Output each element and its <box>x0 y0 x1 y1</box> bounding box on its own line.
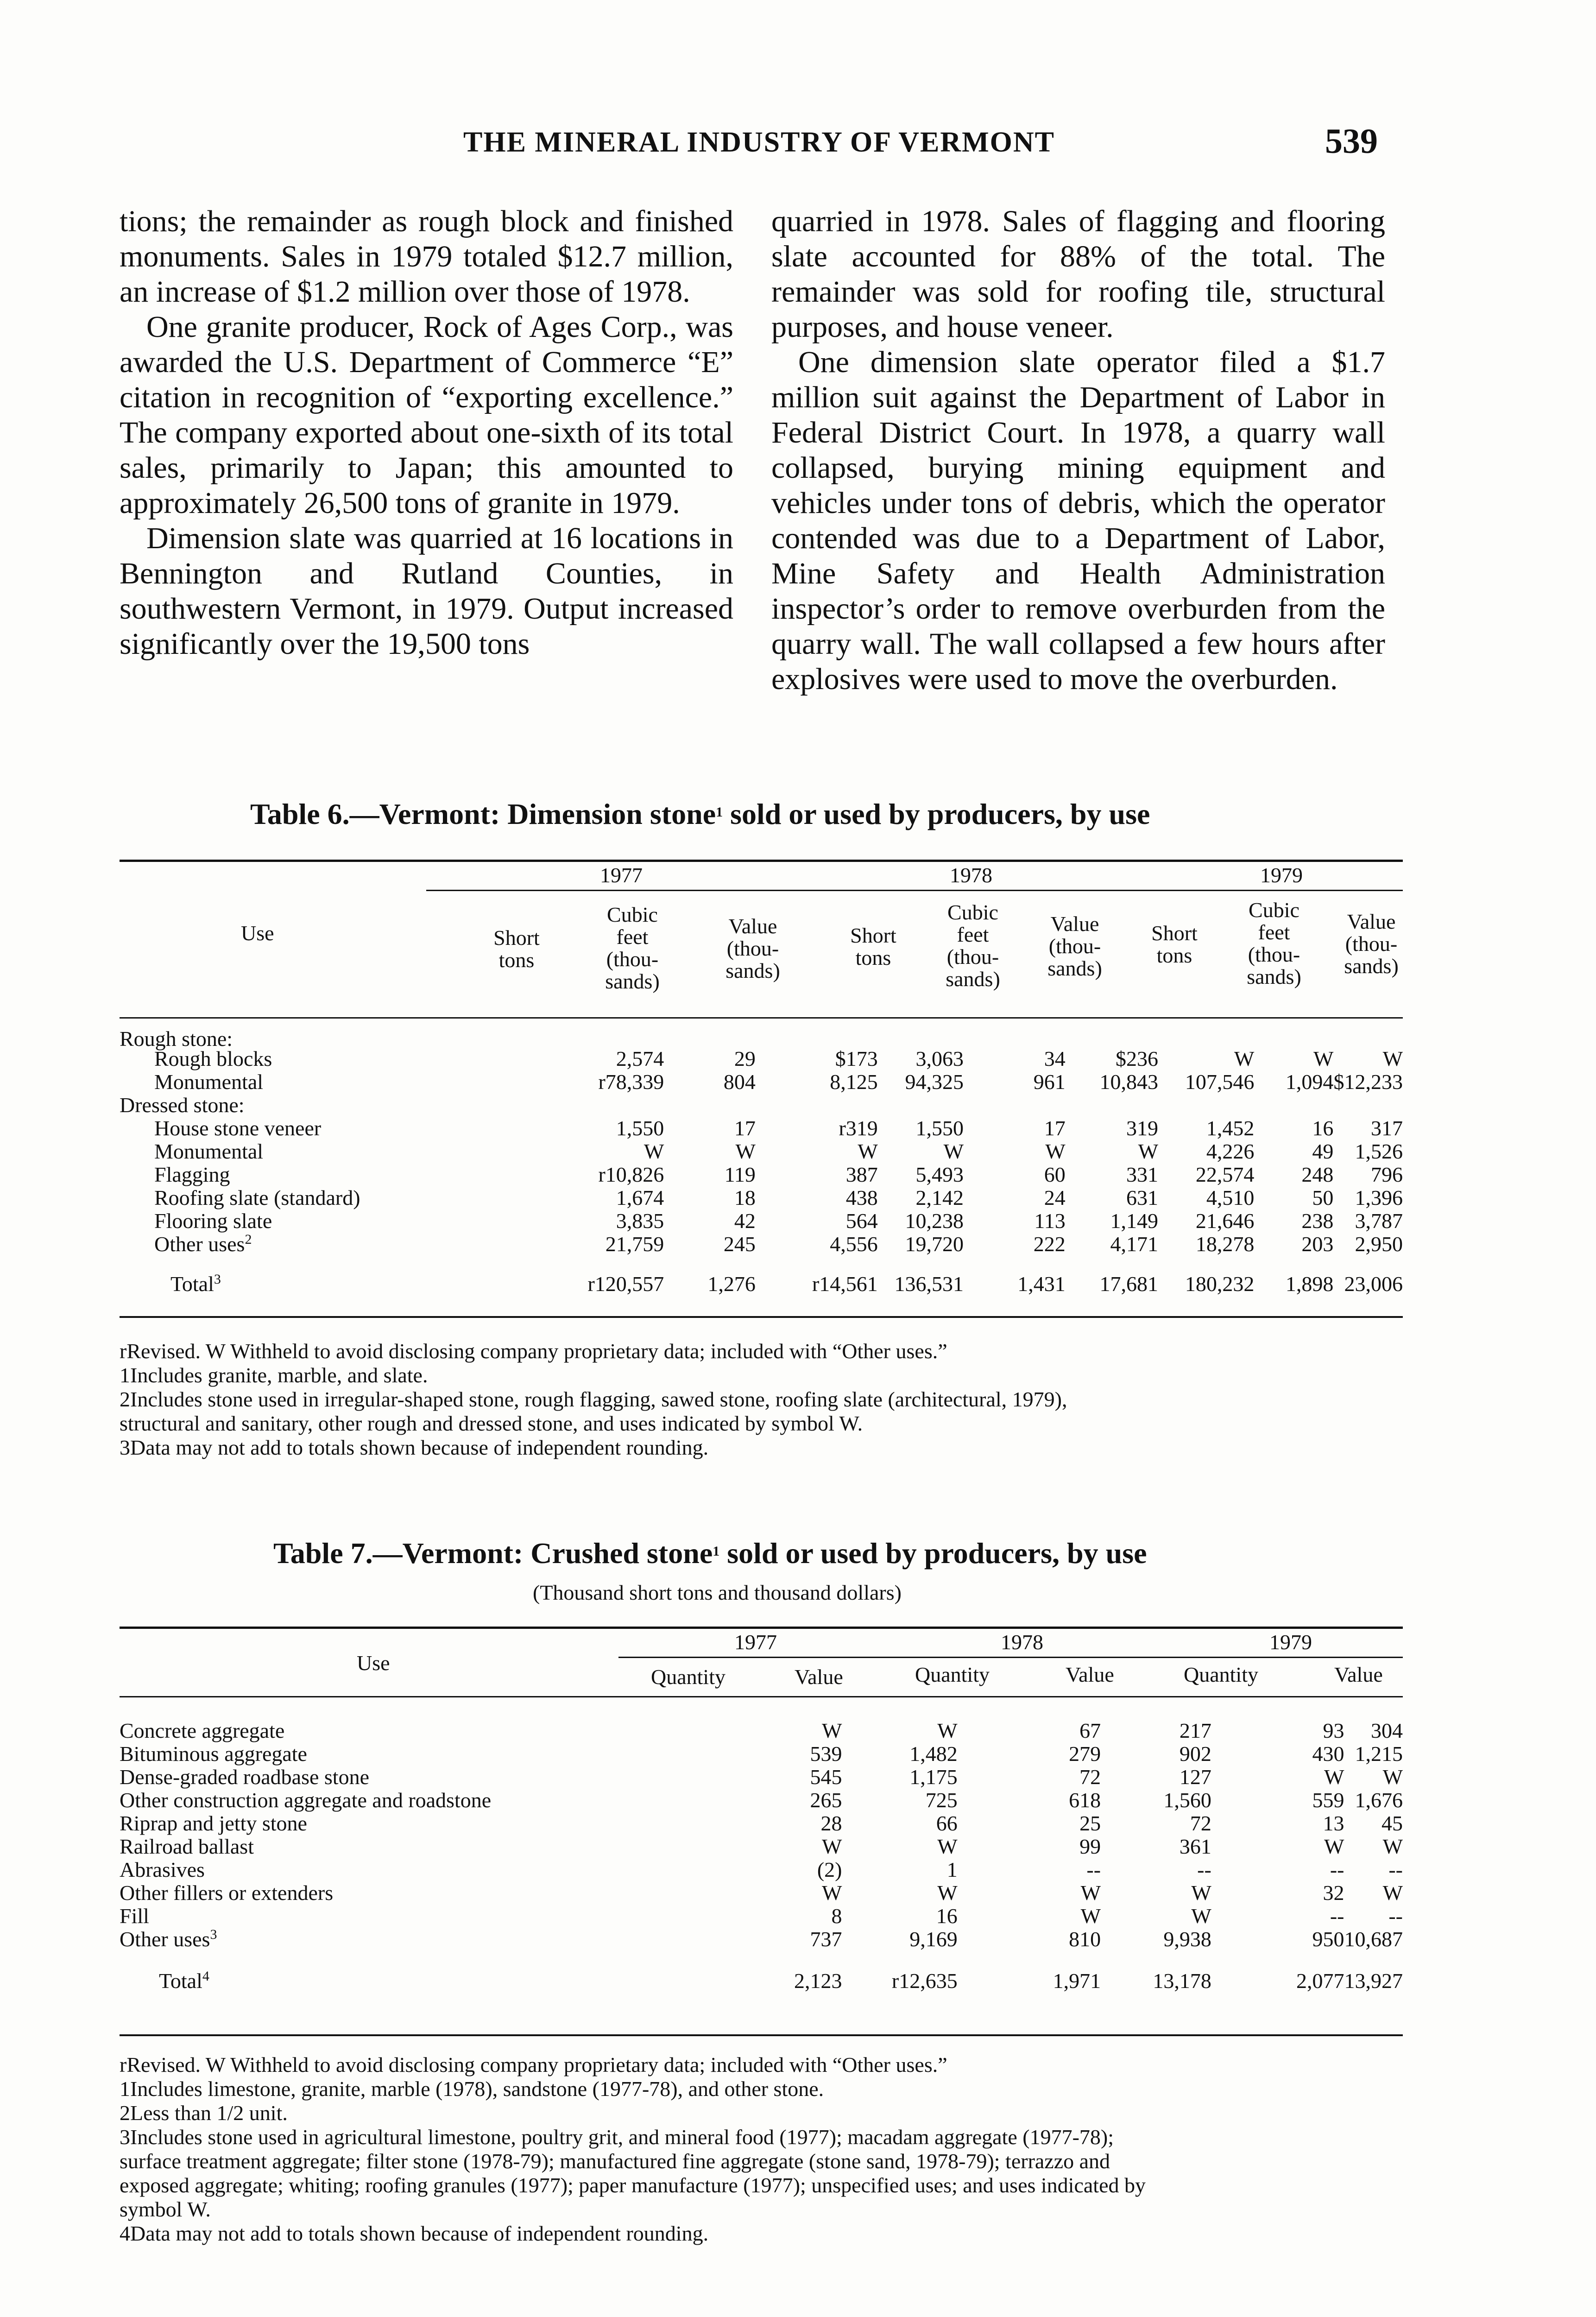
cell: 18 <box>734 1186 756 1209</box>
total-label-text: Total <box>159 1969 202 1993</box>
cell: W <box>1382 1765 1403 1789</box>
row-label: Other construction aggregate and roadstone <box>120 1788 492 1812</box>
table-row <box>120 1789 1403 1812</box>
cell: 1,560 <box>1163 1788 1211 1812</box>
cell: 21,759 <box>605 1232 664 1256</box>
cell: 804 <box>723 1070 756 1094</box>
cell: 4,171 <box>1110 1232 1158 1256</box>
row-label: Monumental <box>154 1140 264 1163</box>
cell: $12,233 <box>1333 1070 1403 1094</box>
cell: 361 <box>1179 1835 1211 1858</box>
cell: 21,646 <box>1195 1209 1255 1233</box>
cell: 2,950 <box>1355 1232 1403 1256</box>
cell: 387 <box>845 1163 878 1186</box>
table7-top-rule <box>120 1627 1403 1629</box>
footnote-ref: 2 <box>245 1232 252 1247</box>
cell: 23,006 <box>1344 1272 1403 1296</box>
table7-bottom-rule <box>120 2034 1403 2036</box>
paragraph: One granite producer, Rock of Ages Corp., was awarded the U.S. Department of Commerce “E” citation in recognition of “exporting excellence.” The company exported about one-sixth of its total sales, primarily to Japan; this amounted to approximately 26,500 tons of granite in 1979. <box>120 310 733 520</box>
row-label: Roofing slate (standard) <box>154 1186 360 1209</box>
table6-year-rule <box>426 890 1403 891</box>
table-row <box>120 1047 1403 1070</box>
table6-year-1977: 1977 <box>600 863 643 887</box>
cell: 2,077 <box>1296 1969 1344 1993</box>
table-row <box>120 1209 1403 1233</box>
cell: 1,094 <box>1285 1070 1334 1094</box>
cell: 10,238 <box>905 1209 964 1233</box>
cell: 1,482 <box>909 1742 958 1766</box>
cell: 13 <box>1323 1811 1344 1835</box>
cell: r78,339 <box>598 1070 664 1094</box>
cell: W <box>1191 1904 1211 1928</box>
cell: 72 <box>1079 1765 1101 1789</box>
cell: 25 <box>1079 1811 1101 1835</box>
table6-year-1978: 1978 <box>950 863 992 887</box>
cell: 22,574 <box>1195 1163 1255 1186</box>
row-label-text: Other uses <box>120 1927 210 1951</box>
footnote: surface treatment aggregate; filter stone (1978-79); manufactured fine aggregate (stone sand, 1978-79); terrazzo and <box>120 2149 1110 2173</box>
row-label: Dense-graded roadbase stone <box>120 1765 369 1789</box>
cell: W <box>937 1881 958 1905</box>
cell: 1,550 <box>915 1116 964 1140</box>
cell: 28 <box>820 1811 842 1835</box>
row-label: Other fillers or extenders <box>120 1881 334 1905</box>
cell: r120,557 <box>587 1272 664 1296</box>
cell: 5,493 <box>915 1163 964 1186</box>
cell: 319 <box>1126 1116 1158 1140</box>
cell: 119 <box>724 1163 756 1186</box>
cell: 8 <box>831 1904 842 1928</box>
cell: 127 <box>1179 1765 1211 1789</box>
cell: W <box>943 1140 964 1163</box>
cell: 93 <box>1323 1719 1344 1742</box>
table-row <box>120 1928 1403 1951</box>
total-label <box>120 1969 625 1993</box>
cell: 902 <box>1179 1742 1211 1766</box>
row-label: Rough blocks <box>154 1047 272 1070</box>
table-row <box>120 1858 1403 1881</box>
footnote-ref: 4 <box>202 1969 209 1984</box>
cell: 1,550 <box>616 1116 664 1140</box>
table6-group-rough: Rough stone: <box>120 1027 233 1051</box>
table6-year-1979: 1979 <box>1260 863 1303 887</box>
cell: 317 <box>1371 1116 1403 1140</box>
table-group-row <box>120 1094 1403 1117</box>
cell: r10,826 <box>598 1163 664 1186</box>
table6-body <box>120 1047 1403 1296</box>
cell: 3,063 <box>915 1047 964 1070</box>
table6-bottom-rule <box>120 1316 1403 1318</box>
row-label: Fill <box>120 1904 149 1928</box>
table-row <box>120 1719 1403 1742</box>
table7-col-quantity: Quantity <box>1184 1663 1258 1686</box>
table-row <box>120 1835 1403 1858</box>
cell: 13,927 <box>1344 1969 1403 1993</box>
cell: r12,635 <box>891 1969 958 1993</box>
cell: $173 <box>835 1047 878 1070</box>
row-label: Railroad ballast <box>120 1835 254 1858</box>
table6-col-short-tons: Short tons <box>1151 921 1198 967</box>
cell: 19,720 <box>905 1232 964 1256</box>
row-label: Abrasives <box>120 1858 205 1881</box>
cell: 9,169 <box>909 1927 958 1951</box>
table7-title: Table 7.—Vermont: Crushed stone$^1$ sold or used by producers, by use <box>273 1537 1147 1570</box>
footnote-ref: 3 <box>214 1272 221 1287</box>
cell: 1,674 <box>616 1186 664 1209</box>
table-row <box>120 1742 1403 1766</box>
cell: 49 <box>1312 1140 1334 1163</box>
footnote: rRevised. W Withheld to avoid disclosing company proprietary data; included with “Other uses.” <box>120 2053 947 2076</box>
footnote: structural and sanitary, other rough and dressed stone, and uses indicated by symbol W. <box>120 1412 863 1435</box>
table-row <box>120 1117 1403 1140</box>
cell: 8,125 <box>830 1070 878 1094</box>
table7-year-1977: 1977 <box>734 1630 777 1654</box>
cell: W <box>1382 1881 1403 1905</box>
cell: (2) <box>817 1858 842 1881</box>
cell: 94,325 <box>905 1070 964 1094</box>
cell: 331 <box>1126 1163 1158 1186</box>
cell: W <box>1080 1904 1101 1928</box>
cell: 107,546 <box>1185 1070 1255 1094</box>
table6-top-rule <box>120 860 1403 862</box>
footnote: rRevised. W Withheld to avoid disclosing company proprietary data; included with “Other uses.” <box>120 1339 947 1363</box>
footnote: 1Includes granite, marble, and slate. <box>120 1363 428 1387</box>
table-row <box>120 1233 1403 1256</box>
cell: 45 <box>1382 1811 1403 1835</box>
cell: W <box>1382 1047 1403 1070</box>
cell: 72 <box>1190 1811 1211 1835</box>
cell: 438 <box>845 1186 878 1209</box>
footnote: 4Data may not add to totals shown because of independent rounding. <box>120 2222 709 2245</box>
cell: 564 <box>845 1209 878 1233</box>
table6-col-cubic-feet: Cubic feet (thou- sands) <box>605 903 660 993</box>
cell: -- <box>1330 1904 1344 1928</box>
table6-col-value: Value (thou- sands) <box>1344 910 1399 978</box>
table6-col-short-tons: Short tons <box>850 924 896 969</box>
cell: 1,149 <box>1110 1209 1158 1233</box>
cell: 17,681 <box>1099 1272 1158 1296</box>
cell: 217 <box>1179 1719 1211 1742</box>
cell: 42 <box>734 1209 756 1233</box>
cell: 430 <box>1312 1742 1344 1766</box>
cell: 4,556 <box>830 1232 878 1256</box>
table7-footnotes <box>120 2053 1146 2246</box>
table-row <box>120 1140 1403 1163</box>
page-number: 539 <box>1325 122 1378 161</box>
table-row <box>120 1812 1403 1835</box>
table6-use-header: Use <box>241 921 274 945</box>
cell: 10,843 <box>1099 1070 1158 1094</box>
cell: 2,123 <box>794 1969 842 1993</box>
cell: 4,226 <box>1206 1140 1255 1163</box>
cell: 18,278 <box>1195 1232 1255 1256</box>
table-row <box>120 1905 1403 1928</box>
table6-col-short-tons: Short tons <box>493 926 540 972</box>
cell: 9,938 <box>1163 1927 1211 1951</box>
cell: 60 <box>1044 1163 1066 1186</box>
cell: 17 <box>734 1116 756 1140</box>
cell: 238 <box>1301 1209 1334 1233</box>
cell: 810 <box>1069 1927 1101 1951</box>
cell: 29 <box>734 1047 756 1070</box>
row-label: Monumental <box>154 1070 264 1094</box>
table6-col-cubic-feet: Cubic feet (thou- sands) <box>946 900 1000 991</box>
cell: 24 <box>1044 1186 1066 1209</box>
table7-col-quantity: Quantity <box>651 1665 725 1689</box>
cell: 1,276 <box>707 1272 756 1296</box>
row-label: Concrete aggregate <box>120 1719 285 1742</box>
cell: W <box>1382 1835 1403 1858</box>
cell: 1,215 <box>1355 1742 1403 1766</box>
cell: -- <box>1388 1904 1403 1928</box>
footnote: 2Includes stone used in irregular-shaped stone, rough flagging, sawed stone, roofing slate (architectural, 1979), <box>120 1387 1067 1411</box>
cell: 1 <box>946 1858 958 1881</box>
cell: 16 <box>936 1904 958 1928</box>
cell: 245 <box>723 1232 756 1256</box>
cell: 1,971 <box>1053 1969 1101 1993</box>
cell: 545 <box>810 1765 842 1789</box>
table6-col-value: Value (thou- sands) <box>725 914 780 982</box>
cell: 304 <box>1371 1719 1403 1742</box>
cell: r14,561 <box>812 1272 878 1296</box>
table6-footnotes <box>120 1339 1067 1460</box>
table7-year-1978: 1978 <box>1001 1630 1043 1654</box>
footnote: 1Includes limestone, granite, marble (1978), sandstone (1977-78), and other stone. <box>120 2077 824 2101</box>
cell: 180,232 <box>1185 1272 1255 1296</box>
row-label-text: Other uses <box>154 1232 245 1256</box>
paragraph: Dimension slate was quarried at 16 locations in Bennington and Rutland Counties, in southwestern Vermont, in 1979. Output increased significantly over the 19,500 tons <box>120 521 733 661</box>
total-label-text: Total <box>170 1272 214 1296</box>
cell: 67 <box>1079 1719 1101 1742</box>
footnote-ref: 3 <box>210 1927 217 1942</box>
cell: -- <box>1330 1858 1344 1881</box>
paragraph: quarried in 1978. Sales of flagging and flooring slate accounted for 88% of the total. The remainder was sold for roofing tile, structural purposes, and house veneer. <box>771 204 1385 344</box>
cell: r319 <box>839 1116 878 1140</box>
table7-header-rule <box>120 1696 1403 1697</box>
footnote: 3Includes stone used in agricultural limestone, poultry grit, and mineral food (1977); macadam aggregate (1977-78); <box>120 2125 1114 2149</box>
table7-use-header: Use <box>357 1651 390 1675</box>
table-total-row <box>120 1969 1403 1993</box>
cell: W <box>1313 1047 1334 1070</box>
cell: W <box>822 1881 842 1905</box>
table-row <box>120 1766 1403 1789</box>
total-label <box>120 1272 414 1296</box>
cell: 631 <box>1126 1186 1158 1209</box>
cell: 1,175 <box>909 1765 958 1789</box>
cell: 13,178 <box>1153 1969 1211 1993</box>
cell: 265 <box>810 1788 842 1812</box>
row-label <box>120 1928 625 1951</box>
cell: 961 <box>1033 1070 1066 1094</box>
cell: 66 <box>936 1811 958 1835</box>
cell: 2,574 <box>616 1047 664 1070</box>
table7-col-quantity: Quantity <box>915 1663 990 1686</box>
row-label: Flooring slate <box>154 1209 272 1233</box>
table7-subtitle: (Thousand short tons and thousand dollars) <box>533 1581 902 1604</box>
cell: 50 <box>1312 1186 1334 1209</box>
cell: 1,526 <box>1355 1140 1403 1163</box>
cell: 1,898 <box>1285 1272 1334 1296</box>
table7-body <box>120 1719 1403 1993</box>
cell: W <box>937 1719 958 1742</box>
group-label: Dressed stone: <box>120 1093 245 1117</box>
table7-col-value: Value <box>795 1665 843 1689</box>
cell: 17 <box>1044 1116 1066 1140</box>
cell: 222 <box>1033 1232 1066 1256</box>
cell: 16 <box>1312 1116 1334 1140</box>
cell: 618 <box>1069 1788 1101 1812</box>
cell: 796 <box>1371 1163 1403 1186</box>
cell: 950 <box>1312 1927 1344 1951</box>
table7-year-rule <box>618 1657 1403 1658</box>
table7-col-value: Value <box>1066 1663 1114 1686</box>
cell: 737 <box>810 1927 842 1951</box>
table7-year-1979: 1979 <box>1269 1630 1312 1654</box>
cell: W <box>937 1835 958 1858</box>
row-label: House stone veneer <box>154 1116 322 1140</box>
cell: W <box>1324 1835 1344 1858</box>
paragraph: tions; the remainder as rough block and finished monuments. Sales in 1979 totaled $12.7 million, an increase of $1.2 million over those of 1978. <box>120 204 733 309</box>
cell: -- <box>1388 1858 1403 1881</box>
cell: 539 <box>810 1742 842 1766</box>
footnote: exposed aggregate; whiting; roofing granules (1977); paper manufacture (1977); unspecified uses; and uses indicated by <box>120 2173 1146 2197</box>
cell: 113 <box>1034 1209 1066 1233</box>
cell: 559 <box>1312 1788 1344 1812</box>
cell: 3,787 <box>1355 1209 1403 1233</box>
cell: 1,431 <box>1017 1272 1066 1296</box>
row-label: Riprap and jetty stone <box>120 1811 307 1835</box>
cell: W <box>735 1140 756 1163</box>
cell: W <box>1080 1881 1101 1905</box>
table-total-row <box>120 1272 1403 1296</box>
row-label: Flagging <box>154 1163 230 1186</box>
cell: 34 <box>1044 1047 1066 1070</box>
cell: 10,687 <box>1344 1927 1403 1951</box>
footnote: symbol W. <box>120 2197 211 2221</box>
body-column-right <box>771 204 1385 697</box>
cell: 136,531 <box>894 1272 964 1296</box>
cell: 279 <box>1069 1742 1101 1766</box>
cell: $236 <box>1115 1047 1158 1070</box>
running-header-title: THE MINERAL INDUSTRY OF VERMONT <box>463 127 1055 158</box>
cell: 248 <box>1301 1163 1334 1186</box>
row-label: Bituminous aggregate <box>120 1742 307 1766</box>
cell: W <box>822 1835 842 1858</box>
cell: 32 <box>1323 1881 1344 1905</box>
cell: W <box>1234 1047 1255 1070</box>
cell: 1,452 <box>1206 1116 1255 1140</box>
cell: W <box>858 1140 878 1163</box>
cell: -- <box>1086 1858 1101 1881</box>
cell: 99 <box>1079 1835 1101 1858</box>
cell: W <box>1324 1765 1344 1789</box>
table6-header-rule <box>120 1017 1403 1019</box>
table6-title: Table 6.—Vermont: Dimension stone$^1$ sold or used by producers, by use <box>250 798 1150 830</box>
cell: 203 <box>1301 1232 1334 1256</box>
cell: 1,396 <box>1355 1186 1403 1209</box>
cell: W <box>643 1140 664 1163</box>
footnote: 2Less than 1/2 unit. <box>120 2101 288 2125</box>
cell: 725 <box>925 1788 958 1812</box>
row-label <box>120 1233 414 1256</box>
table6-col-value: Value (thou- sands) <box>1047 912 1102 980</box>
cell: -- <box>1197 1858 1211 1881</box>
body-column-left <box>120 204 733 662</box>
cell: 3,835 <box>616 1209 664 1233</box>
table6-col-cubic-feet: Cubic feet (thou- sands) <box>1247 898 1301 988</box>
table-row <box>120 1186 1403 1209</box>
table7-col-value: Value <box>1334 1663 1383 1686</box>
cell: 1,676 <box>1355 1788 1403 1812</box>
cell: W <box>1045 1140 1066 1163</box>
cell: 2,142 <box>915 1186 964 1209</box>
cell: W <box>1191 1881 1211 1905</box>
cell: W <box>1138 1140 1158 1163</box>
cell: W <box>822 1719 842 1742</box>
cell: 4,510 <box>1206 1186 1255 1209</box>
paragraph: One dimension slate operator filed a $1.7 million suit against the Department of Labor in Federal District Court. In 1978, a quarry wall collapsed, burying mining equipment and vehicles under tons of debris, which the operator contended was due to a Department of Labor, Mine Safety and Health Administration inspector’s order to remove overburden from the quarry wall. The wall collapsed a few hours after explosives were used to move the overburden. <box>771 345 1385 696</box>
table-row <box>120 1163 1403 1186</box>
table-row <box>120 1070 1403 1094</box>
table-row <box>120 1881 1403 1905</box>
footnote: 3Data may not add to totals shown because of independent rounding. <box>120 1436 709 1459</box>
